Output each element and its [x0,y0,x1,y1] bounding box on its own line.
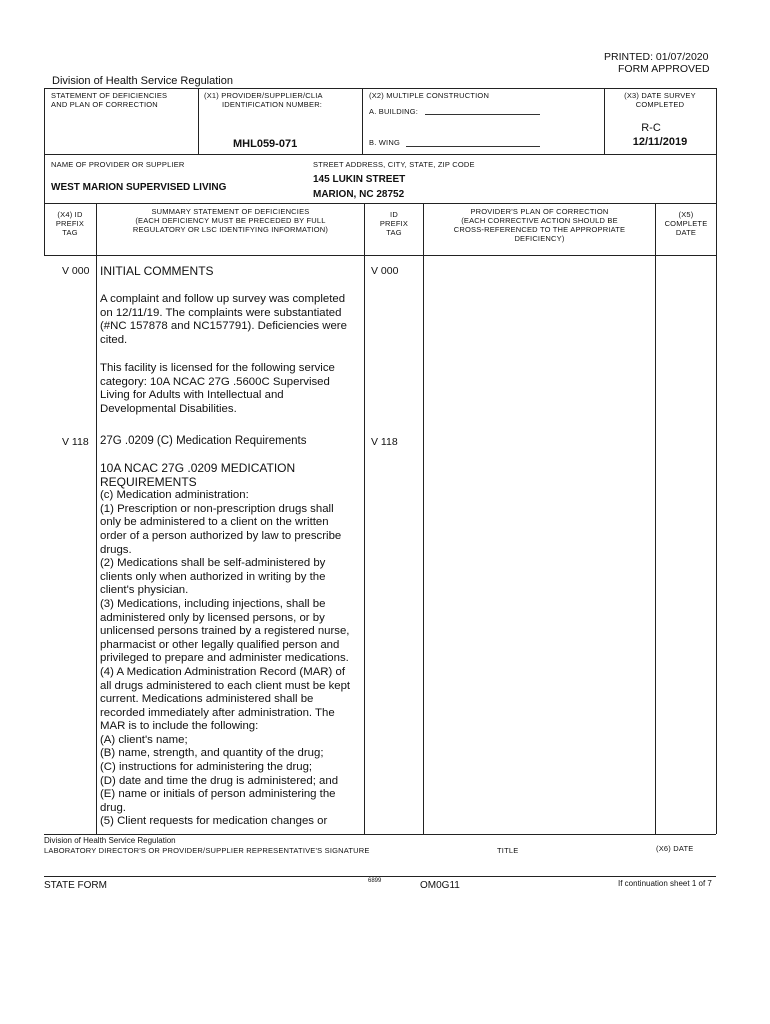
v118-id-tag: V 118 [371,436,398,448]
v000-title: INITIAL COMMENTS [100,264,214,278]
divider [44,834,716,835]
column-divider [423,203,424,834]
id-header: ID PREFIX TAG [379,210,409,237]
divider [604,88,605,154]
wing-field [406,146,540,147]
provider-label: NAME OF PROVIDER OR SUPPLIER [51,160,185,169]
event-id: OM0G11 [420,880,460,891]
x6-date-label: (X6) DATE [656,844,694,853]
building-label: A. BUILDING: [369,107,419,116]
divider [44,203,716,204]
v118-rule-text: 10A NCAC 27G .0209 MEDICATION REQUIREMENTS (c) Medication administration: (1) Prescription or non-prescription drugs shall only be administered to a client on the written order of a person authorized by law to prescribe drugs. (2) Medications shall be self-administered by clients only when authorized in writing by the client's physician. (3) Medications, including injections, shall be administered only by licensed persons, or by unlicensed persons trained by a registered nurse, pharmacist or other legally qualified person and privileged to prepare and administer medications. (4) A Medication Administration Record (MAR) of all drugs administered to each client must be kept current. Medications administered shall be recorded immediately after administration. The MAR is to include the following: (A) client's name; (B) name, strength, and quantity of the drug; (C) instructions for administering the drug; (D) date and time the drug is administered; and (E) name or initials of person administering the drug. (5) Client requests for medication changes or [100,461,351,828]
provider-name: WEST MARION SUPERVISED LIVING [51,182,227,193]
x4-header: (X4) ID PREFIX TAG [55,210,85,237]
statement-label: STATEMENT OF DEFICIENCIES AND PLAN OF CORRECTION [51,91,168,109]
agency-title: Division of Health Service Regulation [52,75,233,87]
column-divider [655,203,656,834]
provider-id: MHL059-071 [233,138,298,150]
divider [44,154,716,155]
v000-paragraph-2: This facility is licensed for the following service category: 10A NCAC 27G .5600C Supervised Living for Adults with Intellectual and Developmental Disabilities. [100,362,335,415]
column-divider [364,203,365,834]
form-approved: FORM APPROVED [618,63,710,75]
state-form-label: STATE FORM [44,880,107,891]
wing-label: B. WING [369,138,400,147]
v000-tag: V 000 [62,265,90,277]
street-address: 145 LUKIN STREET [313,174,406,185]
survey-type: R-C [641,122,661,134]
v118-title: 27G .0209 (C) Medication Requirements [100,435,307,447]
divider [44,876,716,877]
footer-agency: Division of Health Service Regulation [44,836,176,845]
address-label: STREET ADDRESS, CITY, STATE, ZIP CODE [313,160,475,169]
title-label: TITLE [497,846,519,855]
continuation-sheet: If continuation sheet 1 of 7 [618,879,712,888]
v000-paragraph-1: A complaint and follow up survey was completed on 12/11/19. The complaints were substantiated (#NC 157878 and NC157791). Deficiencies were cited. [100,293,347,346]
v000-id-tag: V 000 [371,265,399,277]
column-divider [96,203,97,834]
form-code: 6899 [368,878,382,884]
building-field [425,114,540,115]
x5-header: (X5) COMPLETE DATE [664,210,708,237]
signature-label: LABORATORY DIRECTOR'S OR PROVIDER/SUPPLIER REPRESENTATIVE'S SIGNATURE [44,846,370,855]
plan-header: PROVIDER'S PLAN OF CORRECTION (EACH CORRECTIVE ACTION SHOULD BE CROSS-REFERENCED TO THE APPROPRIATE DEFICIENCY) [453,207,626,243]
x2-label: (X2) MULTIPLE CONSTRUCTION [369,91,490,100]
survey-date: 12/11/2019 [632,136,688,148]
printed-date: PRINTED: 01/07/2020 [604,51,709,63]
x3-label: (X3) DATE SURVEY COMPLETED [624,91,696,109]
summary-header: SUMMARY STATEMENT OF DEFICIENCIES (EACH DEFICIENCY MUST BE PRECEDED BY FULL REGULATORY OR LSC IDENTIFYING INFORMATION) [132,207,329,234]
divider [44,255,716,256]
x1-label: (X1) PROVIDER/SUPPLIER/CLIA IDENTIFICATION NUMBER: [204,91,323,109]
form-top-border [44,88,716,89]
form-right-border [716,88,717,834]
divider [362,88,363,154]
city-state-zip: MARION, NC 28752 [313,189,405,200]
v118-tag: V 118 [62,436,89,448]
divider [198,88,199,154]
